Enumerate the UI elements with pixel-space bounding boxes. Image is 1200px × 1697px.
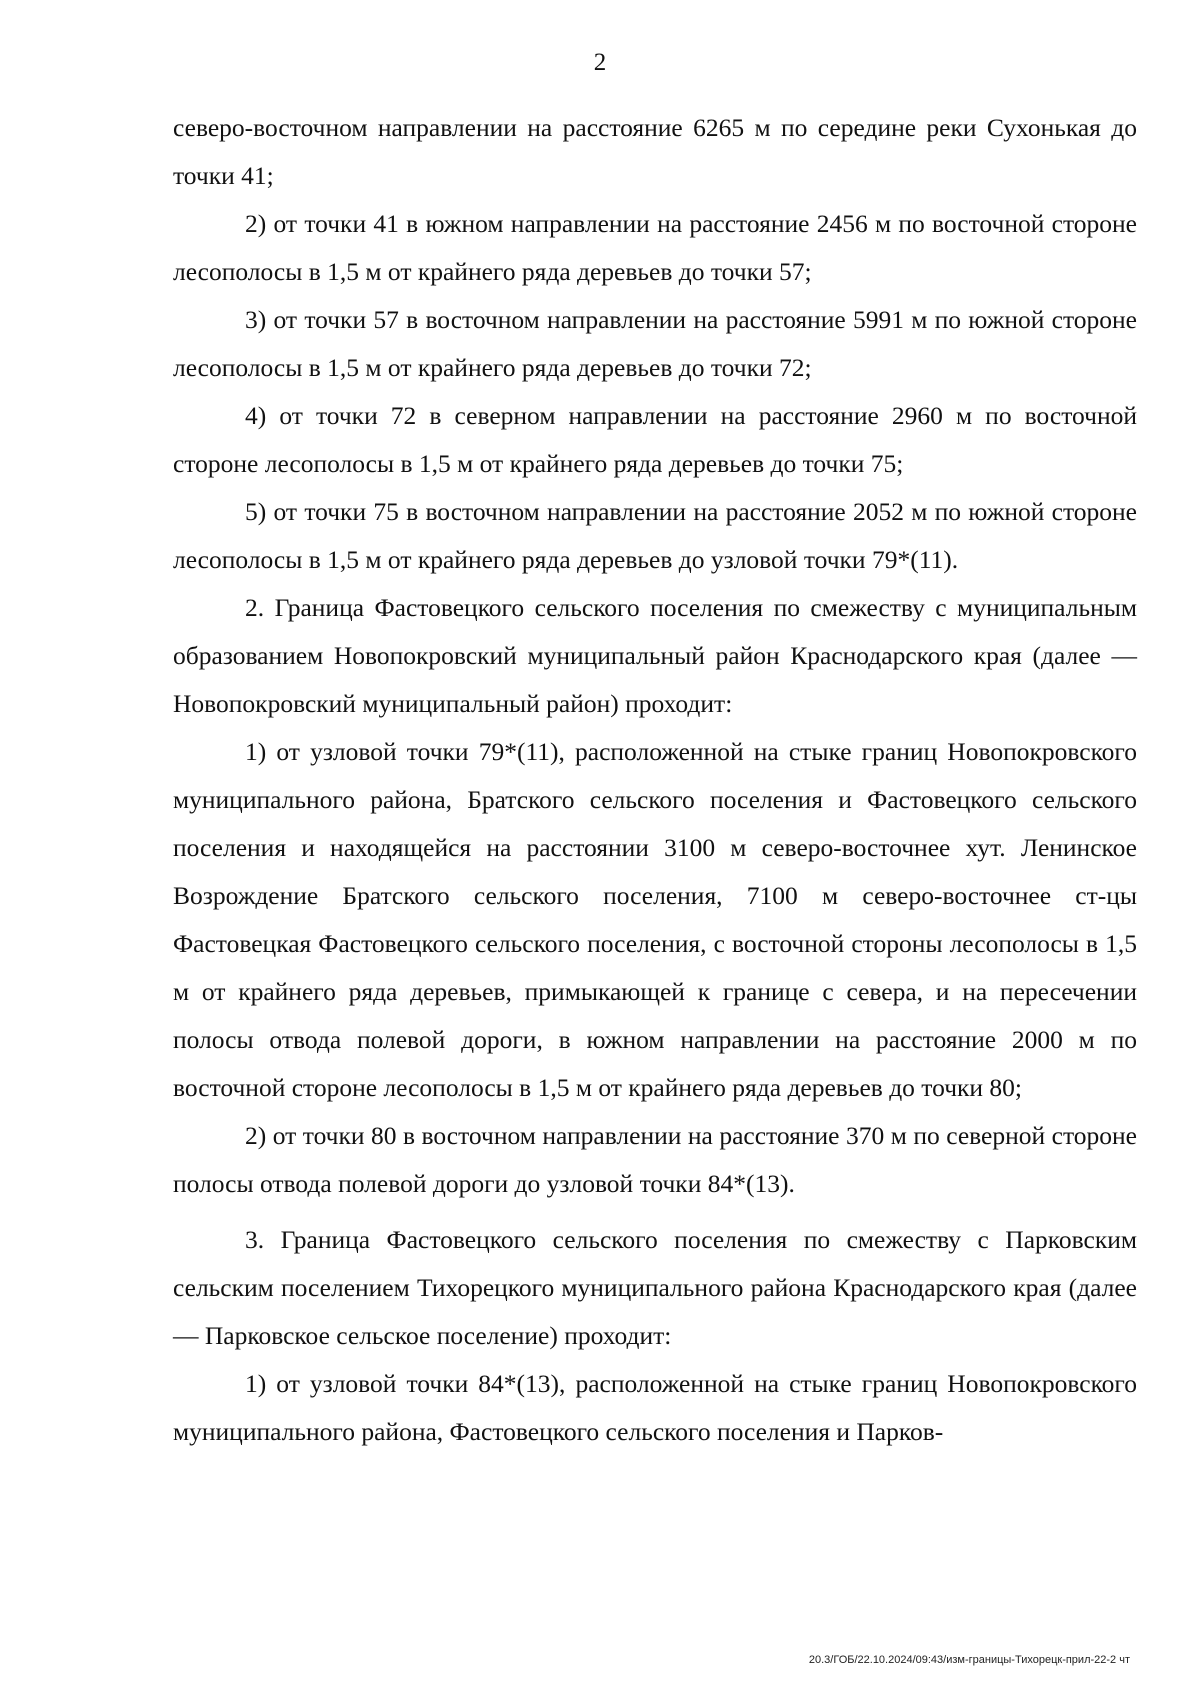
- paragraph-item-5: 5) от точки 75 в восточном направлении на расстояние 2052 м по южной стороне лесополосы в 1,5 м от крайнего ряда деревьев до узловой точки 79*(11).: [173, 497, 1137, 574]
- document-body: [173, 104, 1137, 1456]
- section-2-heading-paragraph: 2. Граница Фастовецкого сельского поселения по смежеству с муниципальным образованием Новопокровский муниципальный район Краснодарского края (далее — Новопокровский муниципальный район) проходит:: [173, 593, 1137, 718]
- document-footer-stamp: 20.3/ГОБ/22.10.2024/09:43/изм-границы-Тихорецк-прил-22-2 чт: [808, 1654, 1130, 1666]
- page-number: 2: [593, 49, 607, 76]
- section-3-item-1: 1) от узловой точки 84*(13), расположенной на стыке границ Новопокровского муниципального района, Фастовецкого сельского поселения и Парков-: [173, 1369, 1137, 1446]
- paragraph-continuation: северо-восточном направлении на расстояние 6265 м по середине реки Сухонькая до точки 41;: [173, 113, 1137, 190]
- paragraph-item-2: 2) от точки 41 в южном направлении на расстояние 2456 м по восточной стороне лесополосы в 1,5 м от крайнего ряда деревьев до точки 57;: [173, 209, 1137, 286]
- paragraph-item-4: 4) от точки 72 в северном направлении на расстояние 2960 м по восточной стороне лесополосы в 1,5 м от крайнего ряда деревьев до точки 75;: [173, 401, 1137, 478]
- section-2-item-2: 2) от точки 80 в восточном направлении на расстояние 370 м по северной стороне полосы отвода полевой дороги до узловой точки 84*(13).: [173, 1121, 1137, 1198]
- paragraph-item-3: 3) от точки 57 в восточном направлении на расстояние 5991 м по южной стороне лесополосы в 1,5 м от крайнего ряда деревьев до точки 72;: [173, 305, 1137, 382]
- section-2-item-1: 1) от узловой точки 79*(11), расположенной на стыке границ Новопокровского муниципального района, Братского сельского поселения и Фастовецкого сельского поселения и находящейся на расстоянии 3100 м северо-восточнее хут. Ленинское Возрождение Братского сельского поселения, 7100 м северо-восточнее ст-цы Фастовецкая Фастовецкого сельского поселения, с восточной стороны лесополосы в 1,5 м от крайнего ряда деревьев, примыкающей к границе с севера, и на пересечении полосы отвода полевой дороги, в южном направлении на расстояние 2000 м по восточной стороне лесополосы в 1,5 м от крайнего ряда деревьев до точки 80;: [173, 737, 1137, 1102]
- section-3-heading-paragraph: 3. Граница Фастовецкого сельского поселения по смежеству с Парковским сельским поселением Тихорецкого муниципального района Краснодарского края (далее — Парковское сельское поселение) проходит:: [173, 1225, 1137, 1350]
